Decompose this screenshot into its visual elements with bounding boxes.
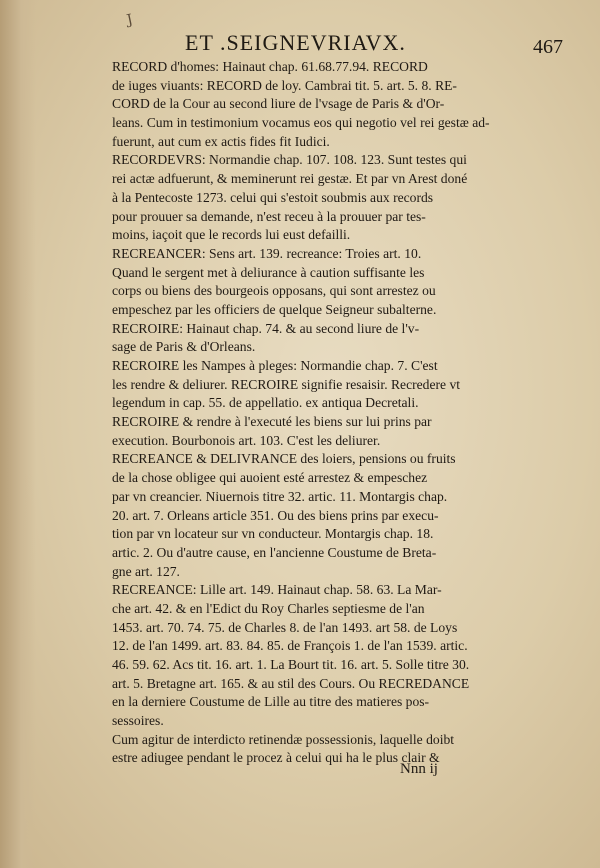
text-line: RECREANCE: Lille art. 149. Hainaut chap. 58. 63. La Mar-: [112, 582, 442, 598]
text-line: pour prouuer sa demande, n'est receu à la prouuer par tes-: [112, 208, 426, 224]
text-line: rei actæ adfuerunt, & meminerunt rei gestæ. Et par vn Arest doné: [112, 171, 468, 187]
running-header: ET .SEIGNEVRIAVX.: [185, 30, 406, 55]
text-line: les rendre & deliurer. RECROIRE signifie resaisir. Recredere vt: [112, 376, 461, 392]
text-line: art. 5. Bretagne art. 165. & au stil des Cours. Ou RECREDANCE: [112, 675, 470, 691]
text-line: fuerunt, aut cum ex actis fides fit Iudici.: [112, 133, 330, 149]
page-number: 467: [533, 36, 563, 58]
page-binding-shadow: [0, 0, 36, 868]
text-line: RECORD d'homes: Hainaut chap. 61.68.77.94. RECORD: [112, 59, 428, 74]
text-line: en la derniere Coustume de Lille au titre des matieres pos-: [112, 694, 430, 710]
text-body: [112, 58, 490, 768]
text-line: de la chose obligee qui auoient esté arrestez & empeschez: [112, 470, 428, 486]
text-line: 46. 59. 62. Acs tit. 16. art. 1. La Bourt tit. 16. art. 5. Solle titre 30.: [112, 657, 470, 672]
text-line: Quand le sergent met à deliurance à caution suffisante les: [112, 264, 425, 280]
text-line: RECROIRE les Nampes à pleges: Normandie chap. 7. C'est: [112, 358, 438, 373]
text-line: CORD de la Cour au second liure de l'vsage de Paris & d'Or-: [112, 96, 445, 112]
text-line: par vn creancier. Niuernois titre 32. artic. 11. Montargis chap.: [112, 488, 448, 504]
text-line: empeschez par les officiers de quelque Seigneur subalterne.: [112, 301, 437, 317]
text-line: corps ou biens des bourgeois opposans, qui sont arrestez ou: [112, 283, 436, 299]
signature-mark: Nnn ij: [400, 761, 438, 777]
text-line: sage de Paris & d'Orleans.: [112, 339, 256, 355]
text-line: à la Pentecoste 1273. celui qui s'estoit soubmis aux records: [112, 189, 434, 205]
text-line: 20. art. 7. Orleans article 351. Ou des biens prins par execu-: [112, 507, 439, 523]
text-line: 1453. art. 70. 74. 75. de Charles 8. de l'an 1493. art 58. de Loys: [112, 619, 458, 635]
text-line: de iuges viuants: RECORD de loy. Cambrai tit. 5. art. 5. 8. RE-: [112, 77, 457, 93]
text-line: sessoires.: [112, 713, 164, 729]
text-line: RECREANCER: Sens art. 139. recreance: Troies art. 10.: [112, 245, 422, 261]
text-line: RECREANCE & DELIVRANCE des loiers, pensions ou fruits: [112, 451, 456, 467]
text-line: moins, iaçoit que le records lui eust defailli.: [112, 227, 351, 243]
text-line: estre adiugee pendant le procez à celui qui ha le plus clair &: [112, 750, 440, 766]
text-line: RECROIRE & rendre à l'executé les biens sur lui prins par: [112, 414, 432, 430]
text-line: execution. Bourbonois art. 103. C'est les deliurer.: [112, 432, 381, 448]
text-line: tion par vn locateur sur vn conducteur. Montargis chap. 18.: [112, 526, 434, 542]
text-line: leans. Cum in testimonium vocamus eos qui negotio vel rei gestæ ad-: [112, 115, 490, 131]
text-line: RECORDEVRS: Normandie chap. 107. 108. 123. Sunt testes qui: [112, 152, 467, 168]
text-line: RECROIRE: Hainaut chap. 74. & au second liure de l'v-: [112, 320, 420, 336]
text-line: gne art. 127.: [112, 563, 180, 579]
text-line: Cum agitur de interdicto retinendæ possessionis, laquelle doibt: [112, 731, 455, 747]
text-line: che art. 42. & en l'Edict du Roy Charles septiesme de l'an: [112, 600, 425, 616]
text-line: artic. 2. Ou d'autre cause, en l'ancienne Coustume de Breta-: [112, 544, 437, 560]
stray-mark: J: [125, 11, 135, 29]
text-line: legendum in cap. 55. de appellatio. ex antiqua Decretali.: [112, 395, 419, 411]
text-line: 12. de l'an 1499. art. 83. 84. 85. de François 1. de l'an 1539. artic.: [112, 638, 468, 654]
